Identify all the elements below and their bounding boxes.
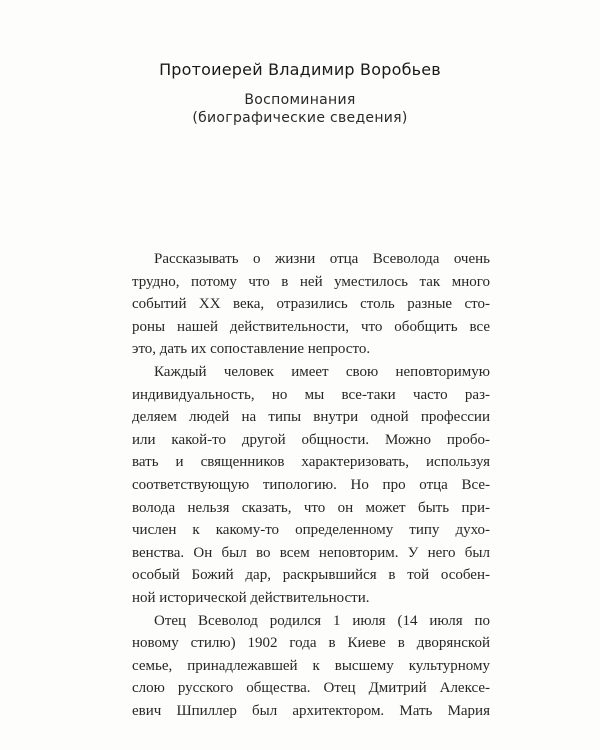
text-line: волода нельзя сказать, что он может быть при- xyxy=(132,499,490,516)
text-line: деляем людей на типы внутри одной профессии xyxy=(132,409,490,426)
text-line: Рассказывать о жизни отца Всеволода очень xyxy=(154,251,490,267)
text-line: роны нашей действительности, что обобщить все xyxy=(132,318,490,335)
author-name: Протоиерей Владимир Воробьев xyxy=(159,60,441,79)
text-line: слою русского общества. Отец Дмитрий Алексе- xyxy=(132,680,490,697)
text-line: соответствующую типологию. Но про отца Все- xyxy=(132,476,490,493)
paragraph-2 xyxy=(132,361,490,610)
body-text xyxy=(132,248,490,722)
text-line: особый Божий дар, раскрывшийся в той особен- xyxy=(132,567,490,584)
text-line: Отец Всеволод родился 1 июля (14 июля по xyxy=(154,612,490,629)
text-line: трудно, потому что в ней уместилось так много xyxy=(132,273,490,290)
text-line: событий XX века, отразились столь разные сто- xyxy=(132,296,490,313)
text-line: это, дать их сопоставление непросто. xyxy=(132,341,371,358)
text-line: евич Шпиллер был архитектором. Мать Мария xyxy=(132,702,490,719)
text-line: новому стилю) 1902 года в Киеве в дворянской xyxy=(132,635,490,652)
text-line: числен к какому-то определенному типу духо- xyxy=(132,522,490,539)
text-line: семье, принадлежавшей к высшему культурному xyxy=(132,657,490,674)
text-line: или какой-то другой общности. Можно пробо- xyxy=(132,431,490,448)
paragraph-3 xyxy=(132,610,490,723)
subtitle-line-1: Воспоминания xyxy=(244,92,356,108)
paragraph-1 xyxy=(132,248,490,361)
text-line: индивидуальность, но мы все-таки часто раз- xyxy=(132,386,490,403)
text-line: ной исторической действительности. xyxy=(132,589,370,606)
text-line: венства. Он был во всем неповторим. У него был xyxy=(132,544,490,561)
text-line: Каждый человек имеет свою неповторимую xyxy=(154,363,490,380)
subtitle-line-2: (биографические сведения) xyxy=(192,110,408,126)
text-line: вать и священников характеризовать, используя xyxy=(132,454,490,471)
